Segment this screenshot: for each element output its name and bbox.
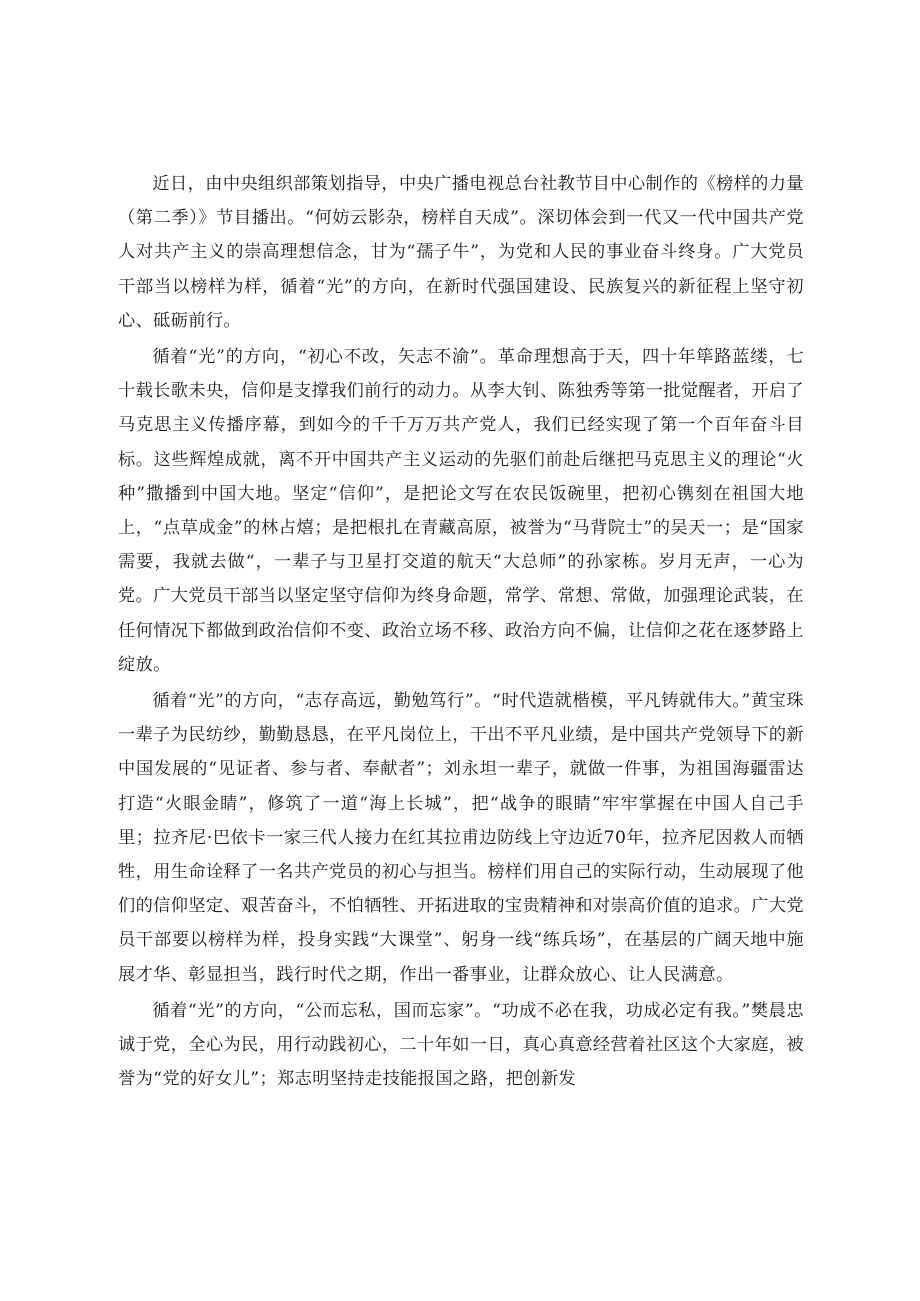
paragraph-selfless: 循着“光”的方向，“公而忘私，国而忘家”。“功成不必在我，功成必定有我。”樊晨忠诚于党，全心为民，用行动践初心，二十年如一日，真心真意经营着社区这个大家庭，被誉为“党的好女儿”；郑志明坚持走技能报国之路，把创新发	[118, 1000, 804, 1090]
paragraph-faith: 循着“光”的方向，“初心不改，矢志不渝”。革命理想高于天，四十年筚路蓝缕，七十载长歌未央，信仰是支撑我们前行的动力。从李大钊、陈独秀等第一批觉醒者，开启了马克思主义传播序幕，到如今的千千万万共产党人，我们已经实现了第一个百年奋斗目标。这些辉煌成就，离不开中国共产主义运动的先驱们前赴后继把马克思主义的理论“火种”撒播到中国大地。坚定“信仰”，是把论文写在农民饭碗里，把初心镌刻在祖国大地上，“点草成金”的林占熺；是把根扎在青藏高原，被誉为“马背院士”的吴天一；是“国家需要，我就去做“，一辈子与卫星打交道的航天“大总师”的孙家栋。岁月无声，一心为党。广大党员干部当以坚定坚守信仰为终身命题，常学、常想、常做，加强理论武装，在任何情况下都做到政治信仰不变、政治立场不移、政治方向不偏，让信仰之花在逐梦路上绽放。	[118, 347, 804, 675]
document-body	[118, 167, 804, 1098]
paragraph-intro: 近日，由中央组织部策划指导，中央广播电视总台社教节目中心制作的《榜样的力量（第二季）》节目播出。“何妨云影杂，榜样自天成”。深切体会到一代又一代中国共产党人对共产主义的崇高理想信念，甘为“孺子牛”，为党和人民的事业奋斗终身。广大党员干部当以榜样为样，循着“光”的方向，在新时代强国建设、民族复兴的新征程上坚守初心、砥砺前行。	[118, 174, 804, 331]
paragraph-ambition: 循着“光”的方向，“志存高远，勤勉笃行”。“时代造就楷模，平凡铸就伟大。”黄宝珠一辈子为民纺纱，勤勤恳恳，在平凡岗位上，干出不平凡业绩，是中国共产党领导下的新中国发展的“见证者、参与者、奉献者”；刘永坦一辈子，就做一件事，为祖国海疆雷达打造“火眼金睛”，修筑了一道“海上长城”，把“战争的眼睛”牢牢掌握在中国人自己手里；拉齐尼·巴依卡一家三代人接力在红其拉甫边防线上守边近70年，拉齐尼因救人而牺牲，用生命诠释了一名共产党员的初心与担当。榜样们用自己的实际行动，生动展现了他们的信仰坚定、艰苦奋斗，不怕牺牲、开拓进取的宝贵精神和对崇高价值的追求。广大党员干部要以榜样为样，投身实践“大课堂”、躬身一线“练兵场”，在基层的广阔天地中施展才华、彰显担当，践行时代之期，作出一番事业，让群众放心、让人民满意。	[118, 691, 804, 985]
